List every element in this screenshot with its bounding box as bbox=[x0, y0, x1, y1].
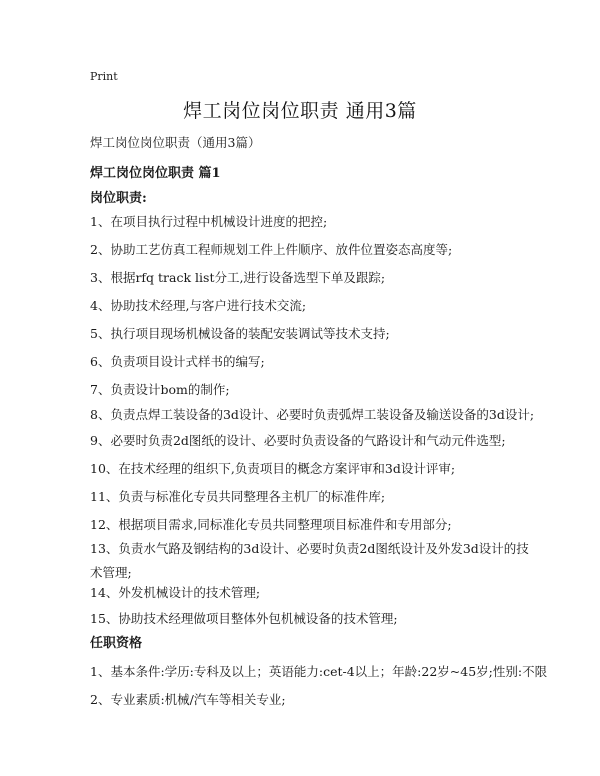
qualification-item-1: 1、基本条件:学历:专科及以上；英语能力:cet-4以上；年龄:22岁~45岁;性别:不限 bbox=[90, 664, 548, 679]
qualifications-heading: 任职资格 bbox=[90, 636, 143, 651]
print-label: Print bbox=[90, 70, 118, 83]
qualification-item-2: 2、专业素质:机械/汽车等相关专业; bbox=[90, 692, 286, 707]
duty-item-5: 5、执行项目现场机械设备的装配安装调试等技术支持; bbox=[90, 326, 390, 341]
duty-item-11: 11、负责与标准化专员共同整理各主机厂的标准件库; bbox=[90, 489, 386, 504]
document-title: 焊工岗位岗位职责 通用3篇 bbox=[183, 100, 417, 122]
duty-item-10: 10、在技术经理的组织下,负责项目的概念方案评审和3d设计评审; bbox=[90, 461, 456, 476]
duty-item-3: 3、根据rfq track list分工,进行设备选型下单及跟踪; bbox=[90, 270, 386, 285]
duties-heading: 岗位职责: bbox=[90, 191, 147, 206]
duty-item-8: 8、负责点焊工装设备的3d设计、必要时负责弧焊工装设备及输送设备的3d设计; bbox=[90, 407, 535, 422]
duty-item-1: 1、在项目执行过程中机械设计进度的把控; bbox=[90, 214, 328, 229]
duty-item-6: 6、负责项目设计式样书的编写; bbox=[90, 354, 265, 369]
duty-item-14: 14、外发机械设计的技术管理; bbox=[90, 585, 261, 600]
duty-item-15: 15、协助技术经理做项目整体外包机械设备的技术管理; bbox=[90, 611, 398, 626]
section-heading: 焊工岗位岗位职责 篇1 bbox=[90, 166, 221, 181]
duty-item-13: 13、负责水气路及钢结构的3d设计、必要时负责2d图纸设计及外发3d设计的技术管理; bbox=[90, 541, 529, 580]
duty-item-12: 12、根据项目需求,同标准化专员共同整理项目标准件和专用部分; bbox=[90, 517, 452, 532]
document-subtitle: 焊工岗位岗位职责（通用3篇） bbox=[90, 135, 261, 150]
duty-item-2: 2、协助工艺仿真工程师规划工件上件顺序、放件位置姿态高度等; bbox=[90, 242, 453, 257]
duty-item-7: 7、负责设计bom的制作; bbox=[90, 382, 230, 397]
duty-item-9: 9、必要时负责2d图纸的设计、必要时负责设备的气路设计和气动元件选型; bbox=[90, 433, 506, 448]
duty-item-4: 4、协助技术经理,与客户进行技术交流; bbox=[90, 298, 307, 313]
